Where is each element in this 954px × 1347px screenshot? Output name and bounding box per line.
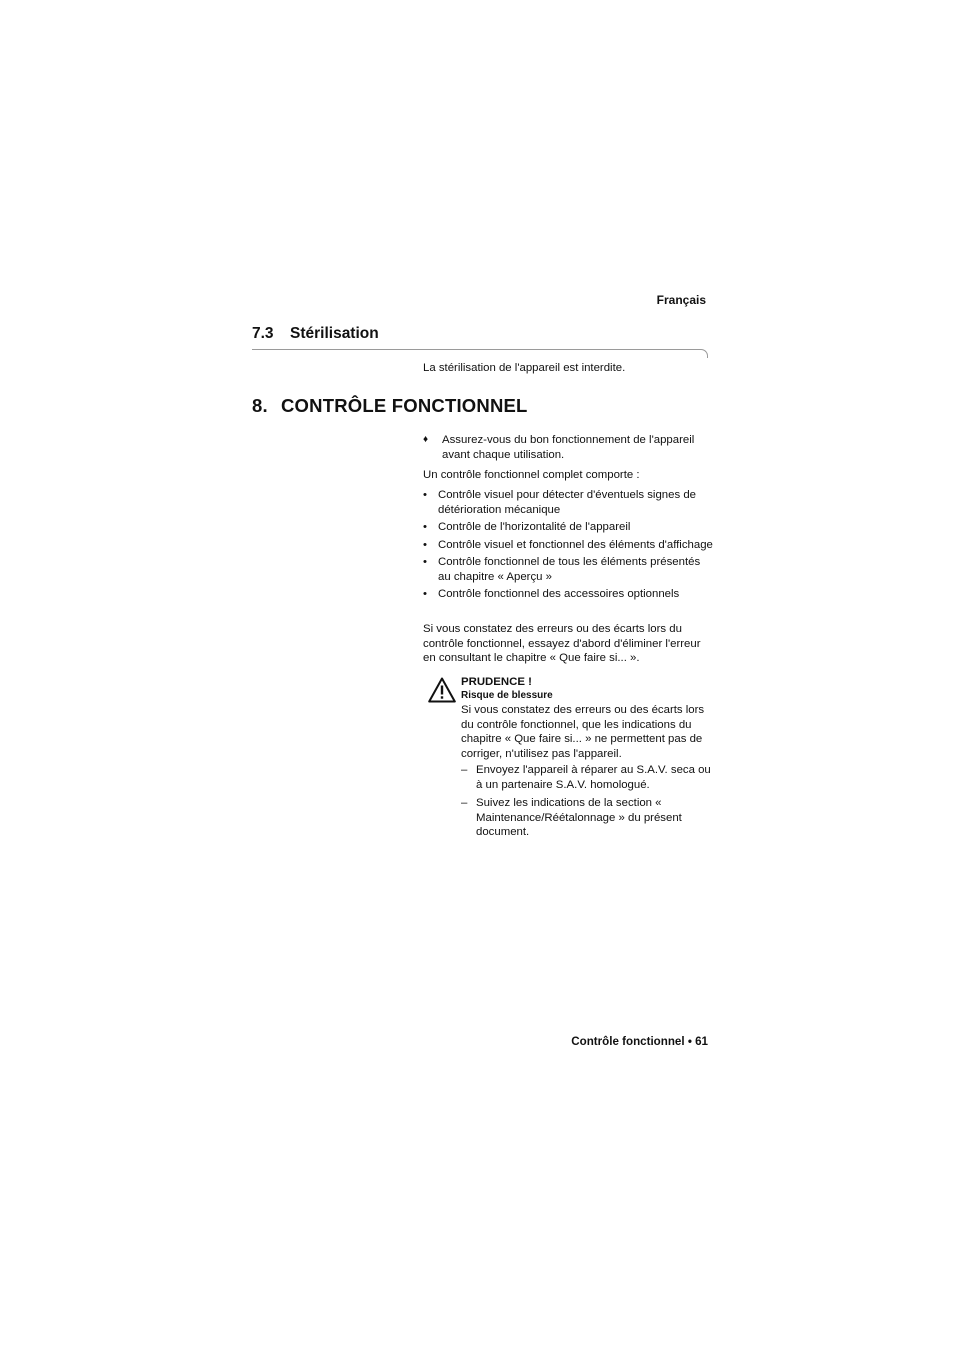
section-divider	[252, 349, 700, 350]
dash-bullet-icon: –	[461, 797, 468, 809]
instruction-item	[423, 433, 713, 462]
list-item-text: Contrôle fonctionnel de tous les éléments présentés au chapitre « Aperçu »	[438, 556, 701, 583]
page-footer: Contrôle fonctionnel • 61	[571, 1035, 708, 1048]
bullet-icon: •	[423, 489, 427, 501]
warning-triangle-icon	[428, 677, 456, 703]
section-divider-end	[700, 349, 708, 358]
caution-title: PRUDENCE !	[461, 676, 532, 688]
list-item-text: Suivez les indications de la section « Maintenance/Réétalonnage » du présent document.	[476, 797, 682, 838]
list-item-text: Contrôle visuel et fonctionnel des éléments d'affichage	[438, 538, 713, 551]
bullet-icon: •	[423, 521, 427, 533]
list-item	[423, 488, 713, 517]
caution-text: Si vous constatez des erreurs ou des écarts lors du contrôle fonctionnel, que les indications du chapitre « Que faire si... » ne permettent pas de corriger, n'utilisez pas l'appareil.	[461, 704, 705, 760]
section-title: Stérilisation	[290, 325, 379, 342]
list-item	[461, 763, 713, 792]
caution-block	[461, 675, 713, 844]
checklist-intro: Un contrôle fonctionnel complet comporte :	[423, 469, 640, 481]
bullet-icon: •	[423, 538, 427, 551]
bullet-icon: •	[423, 556, 427, 568]
list-item-text: Contrôle de l'horizontalité de l'appareil	[438, 521, 631, 533]
list-item-text: Contrôle fonctionnel des accessoires optionnels	[438, 588, 680, 600]
list-item-text: Envoyez l'appareil à réparer au S.A.V. seca ou à un partenaire S.A.V. homologué.	[476, 764, 711, 791]
errors-paragraph: Si vous constatez des erreurs ou des écarts lors du contrôle fonctionnel, essayez d'abord d'éliminer l'erreur en consultant le chapitre « Que faire si... ».	[423, 623, 701, 664]
list-item	[423, 520, 713, 535]
chapter-title: CONTRÔLE FONCTIONNEL	[281, 395, 528, 416]
chapter-heading	[252, 395, 528, 417]
list-item	[423, 587, 713, 602]
sterilisation-text: La stérilisation de l'appareil est interdite.	[423, 362, 626, 374]
dash-bullet-icon: –	[461, 764, 468, 776]
diamond-bullet-icon: ♦	[423, 434, 429, 445]
caution-subtitle: Risque de blessure	[461, 690, 553, 701]
section-number: 7.3	[252, 325, 274, 342]
bullet-icon: •	[423, 588, 427, 600]
list-item	[423, 538, 713, 553]
list-item	[423, 555, 713, 584]
instruction-text: Assurez-vous du bon fonctionnement de l'appareil avant chaque utilisation.	[442, 434, 695, 461]
caution-steps	[461, 763, 713, 840]
chapter-number: 8.	[252, 395, 268, 416]
list-item	[461, 796, 713, 840]
list-item-text: Contrôle visuel pour détecter d'éventuels signes de détérioration mécanique	[438, 489, 696, 516]
checklist	[423, 488, 713, 605]
section-heading	[252, 325, 379, 343]
language-label: Français	[656, 293, 706, 307]
